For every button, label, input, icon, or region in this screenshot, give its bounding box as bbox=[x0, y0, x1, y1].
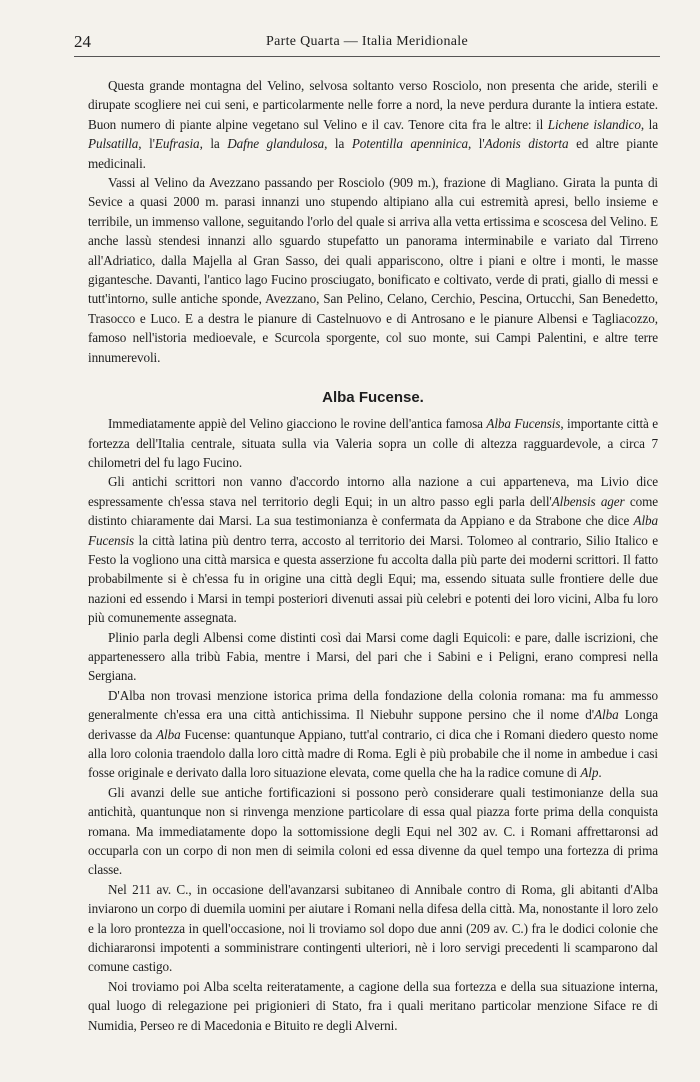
paragraph bbox=[88, 977, 658, 1035]
italic-run: Alba Fucensis bbox=[486, 416, 561, 432]
italic-run: Alba Fucensis bbox=[88, 513, 658, 548]
text-run: , importante città e fortezza dell'Italia centrale, situata sulla via Valeria sopra un colle di altezza ragguardevole, a circa 7 chilometri del fu lago Fucino. bbox=[88, 416, 658, 470]
text-run: . bbox=[598, 765, 602, 781]
text-run: Immediatamente appiè del Velino giacciono le rovine dell'antica famosa bbox=[108, 416, 487, 432]
text-run: Plinio parla degli Albensi come distinti così dai Marsi come dagli Equicoli: e pare, dalle iscrizioni, che appartenessero alla tribù Fabia, mentre i Marsi, del pari che i Sabini e i Peligni, erano compresi nella Sergiana. bbox=[88, 629, 658, 684]
text-run: , la bbox=[199, 136, 228, 152]
italic-run: Albensis ager bbox=[551, 493, 625, 509]
text-run: Gli antichi scrittori non vanno d'accordo intorno alla nazione a cui apparteneva, ma Livio dice espressamente ch'essa stava nel territorio degli Equi; in un altro passo egli parla dell' bbox=[88, 474, 658, 509]
italic-run: Alp bbox=[580, 765, 599, 781]
running-head: Parte Quarta — Italia Meridionale bbox=[266, 34, 468, 49]
paragraph bbox=[88, 472, 658, 627]
italic-run: Alba bbox=[156, 726, 181, 742]
italic-run: Potentilla apenninica bbox=[351, 136, 469, 152]
page-number: 24 bbox=[74, 32, 91, 51]
page-body bbox=[88, 76, 658, 1035]
text-run: Fucense: quantunque Appiano, tutt'al contrario, ci dica che i Romani diedero questo nome alla loro colonia traendolo dalla loro città madre di Roma. Egli è più probabile che il nome in ambedue i casi fosse originale e derivato dalla loro situazione elevata, come quella che ha la radice comune di bbox=[88, 726, 658, 781]
text-run: la città latina più dentro terra, accosto al territorio dei Marsi. Tolomeo al contrario, Silio Italico e Festo la vogliono una città marsica e questa asserzione fu accolta dalla più parte dei moderni scrittori. Il fatto probabilmente si è ch'essa fu in origine una città degli Equi; ma, essendo situata sulle frontiere delle due nazioni ed essendo i Marsi in tempi posteriori divenuti assai più celebri e potenti dei loro vicini, Alba fu loro più comunemente assegnata. bbox=[88, 532, 658, 626]
text-run: , l' bbox=[468, 136, 485, 152]
text-run: come distinto chiaramente dai Marsi. La sua testimonianza è confermata da Appiano e da Strabone che dice bbox=[88, 493, 658, 529]
paragraph bbox=[88, 628, 658, 686]
text-run: Longa derivasse da bbox=[88, 707, 658, 742]
paragraph bbox=[88, 880, 658, 977]
italic-run: Alba bbox=[594, 707, 619, 723]
paragraph bbox=[88, 783, 658, 880]
paragraph bbox=[88, 173, 658, 367]
text-run: D'Alba non trovasi menzione istorica prima della fondazione della colonia romana: ma fu ammesso generalmente ch'essa era una città antichissima. Il Niebuhr suppone persino che il nome d' bbox=[88, 687, 658, 723]
text-run: , la bbox=[640, 116, 658, 132]
text-run: Questa grande montagna del Velino, selvosa soltanto verso Rosciolo, non presenta che aride, sterili e dirupate scogliere nei cui seni, e particolarmente nelle forre a nord, la neve perdura durante la intiera estate. Buon numero di piante alpine vegetano sul Velino e il cav. Tenore cita fra le altre: il bbox=[88, 78, 658, 132]
text-run: , l' bbox=[138, 136, 155, 152]
paragraph bbox=[88, 686, 658, 783]
italic-run: Adonis distorta bbox=[484, 136, 569, 152]
text-run: ed altre piante medicinali. bbox=[88, 136, 659, 171]
page-header bbox=[74, 32, 660, 57]
italic-run: Dafne glandulosa bbox=[227, 136, 325, 152]
text-run: , la bbox=[324, 136, 352, 152]
text-run: Gli avanzi delle sue antiche fortificazioni si possono però considerare quali testimonianze della sua antichità, quantunque non si rinvenga menzione particolare di essa qual piazza forte prima della conquista romana. Ma immediatamente dopo la sottomissione degli Equi nel 302 av. C. i Romani affrettaronsi ad occuparla con un corpo di non men di seimila coloni ed essa divenne da quel tempo una fortezza di prima classe. bbox=[88, 784, 658, 878]
paragraph bbox=[88, 414, 658, 472]
section-title: Alba Fucense. bbox=[322, 389, 424, 407]
text-run: Noi troviamo poi Alba scelta reiteratamente, a cagione della sua fortezza e della sua situazione interna, qual luogo di relegazione pei prigionieri di Stato, fra i quali meritano particolar menzione Siface re di Numidia, Perseo re di Macedonia e Bituito re degli Alverni. bbox=[88, 978, 658, 1033]
italic-run: Eufrasia bbox=[154, 136, 200, 152]
text-run: Vassi al Velino da Avezzano passando per Rosciolo (909 m.), frazione di Magliano. Girata la punta di Sevice a quasi 2000 m. parasi innanzi uno stupendo altipiano alla cui estremità apresi, bello insieme e terribile, un immenso vallone, seguitando l'orlo del quale si arriva alla vetta ertissima e scoscesa del Velino. E anche lassù stendesi innanzi allo sguardo stupefatto un panorama interminabile e variato dal Tirreno all'Adriatico, dalla Majella al Gran Sasso, dei quali appariscono, oltre i piani e oltre i monti, le masse gigantesche. Davanti, l'antico lago Fucino prosciugato, bonificato e coltivato, verde di prati, giallo di messi e tutt'intorno, sulle antiche sponde, Avezzano, San Pelino, Celano, Cerchio, Pescina, Ortucchi, San Benedetto, Trasocco e Luco. E a destra le pianure di Castelnuovo e di Antrosano e le pianure Albensi e Tagliacozzo, famoso nell'istoria medioevale, e Scurcola sporgente, col suo monte, sui Campi Palentini, e altre terre innumerevoli. bbox=[88, 175, 658, 365]
italic-run: Pulsatilla bbox=[88, 136, 139, 152]
italic-run: Lichene islandico bbox=[547, 116, 641, 132]
text-run: Nel 211 av. C., in occasione dell'avanzarsi subitaneo di Annibale contro di Roma, gli abitanti d'Alba inviarono un corpo di duemila uomini per aiutare i Romani nella difesa della città. Ma, nonostante il loro zelo e la loro prontezza in quell'occasione, noi li troviamo sol dopo due anni (209 av. C.) fra le dodici colonie che dichiararonsi impotenti a somministrare contingenti ulteriori, nè i loro servigi precedenti li scamparono dal comune castigo. bbox=[88, 881, 658, 975]
paragraph bbox=[88, 76, 658, 173]
